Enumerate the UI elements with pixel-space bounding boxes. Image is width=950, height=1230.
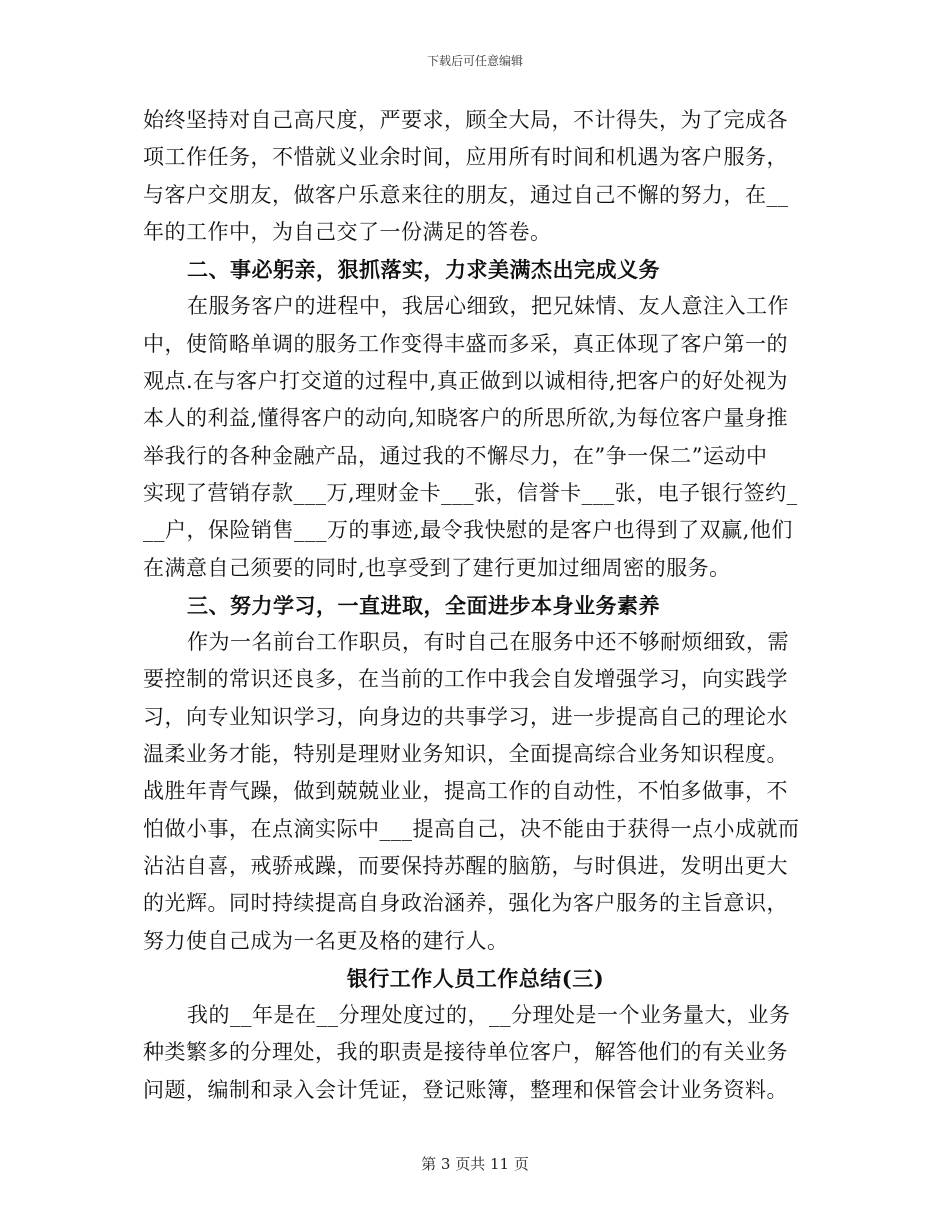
section-heading: 三、努力学习，一直进取，全面进步本身业务素养 — [187, 592, 660, 618]
text-line: 战胜年青气躁，做到兢兢业业，提高工作的自动性，不怕多做事，不 — [143, 779, 788, 804]
text-line: 年的工作中，为自己交了一份满足的答卷。 — [143, 219, 552, 244]
section-title: 银行工作人员工作总结(三) — [346, 965, 605, 991]
text-line: 温柔业务才能，特别是理财业务知识，全面提高综合业务知识程度。 — [143, 742, 788, 767]
page-header: 下载后可任意编辑 — [426, 54, 523, 68]
text-line: 始终坚持对自己高尺度，严要求，顾全大局，不计得失，为了完成各 — [143, 108, 788, 132]
page-footer: 第 3 页共 11 页 — [421, 1155, 529, 1173]
text-line: 实现了营销存款___万,理财金卡___张，信誉卡___张，电子银行签约_ — [143, 480, 798, 505]
text-line: 怕做小事，在点滴实际中___提高自己，决不能由于获得一点小成就而 — [143, 816, 800, 841]
document-body — [143, 102, 808, 1109]
text-line: 观点.在与客户打交道的过程中,真正做到以诚相待,把客户的好处视为 — [143, 369, 789, 394]
text-line: __户，保险销售___万的事迹,最令我快慰的是客户也得到了双赢,他们 — [143, 518, 793, 543]
text-line: 举我行的各种金融产品，通过我的不懈尽力，在”争一保二”运动中 — [143, 443, 768, 468]
text-line: 努力使自己成为一名更及格的建行人。 — [143, 928, 509, 953]
paragraph-first-line: 在服务客户的进程中，我居心细致，把兄妹情、友人意注入工作 — [187, 294, 789, 319]
text-line: 沾沾自喜，戒骄戒躁，而要保持苏醒的脑筋，与时俱进，发明出更大 — [143, 853, 788, 878]
text-line: 本人的利益,懂得客户的动向,知晓客户的所思所欲,为每位客户量身推 — [143, 406, 789, 431]
text-line: 与客户交朋友，做客户乐意来往的朋友，通过自己不懈的努力，在__ — [143, 182, 789, 207]
text-line: 的光辉。同时持续提高自身政治涵养，强化为客户服务的主旨意识， — [143, 891, 788, 916]
paragraph-first-line: 我的__年是在__分理处度过的，__分理处是一个业务量大，业务 — [187, 1003, 791, 1028]
section-heading: 二、事必躬亲，狠抓落实，力求美满杰出完成义务 — [187, 257, 660, 283]
text-line: 种类繁多的分理处，我的职责是接待单位客户，解答他们的有关业务 — [143, 1040, 788, 1065]
text-line: 项工作任务，不惜就义业余时间，应用所有时间和机遇为客户服务， — [143, 145, 788, 170]
text-line: 要控制的常识还良多，在当前的工作中我会自发增强学习，向实践学 — [143, 667, 788, 692]
text-line: 在满意自己须要的同时,也享受到了建行更加过细周密的服务。 — [143, 555, 731, 580]
paragraph-first-line: 作为一名前台工作职员，有时自己在服务中还不够耐烦细致，需 — [187, 630, 789, 655]
text-line: 习，向专业知识学习，向身边的共事学习，进一步提高自己的理论水 — [143, 704, 788, 729]
text-line: 中，使简略单调的服务工作变得丰盛而多采，真正体现了客户第一的 — [143, 331, 788, 356]
text-line: 问题，编制和录入会计凭证，登记账簿，整理和保管会计业务资料。 — [143, 1077, 788, 1102]
